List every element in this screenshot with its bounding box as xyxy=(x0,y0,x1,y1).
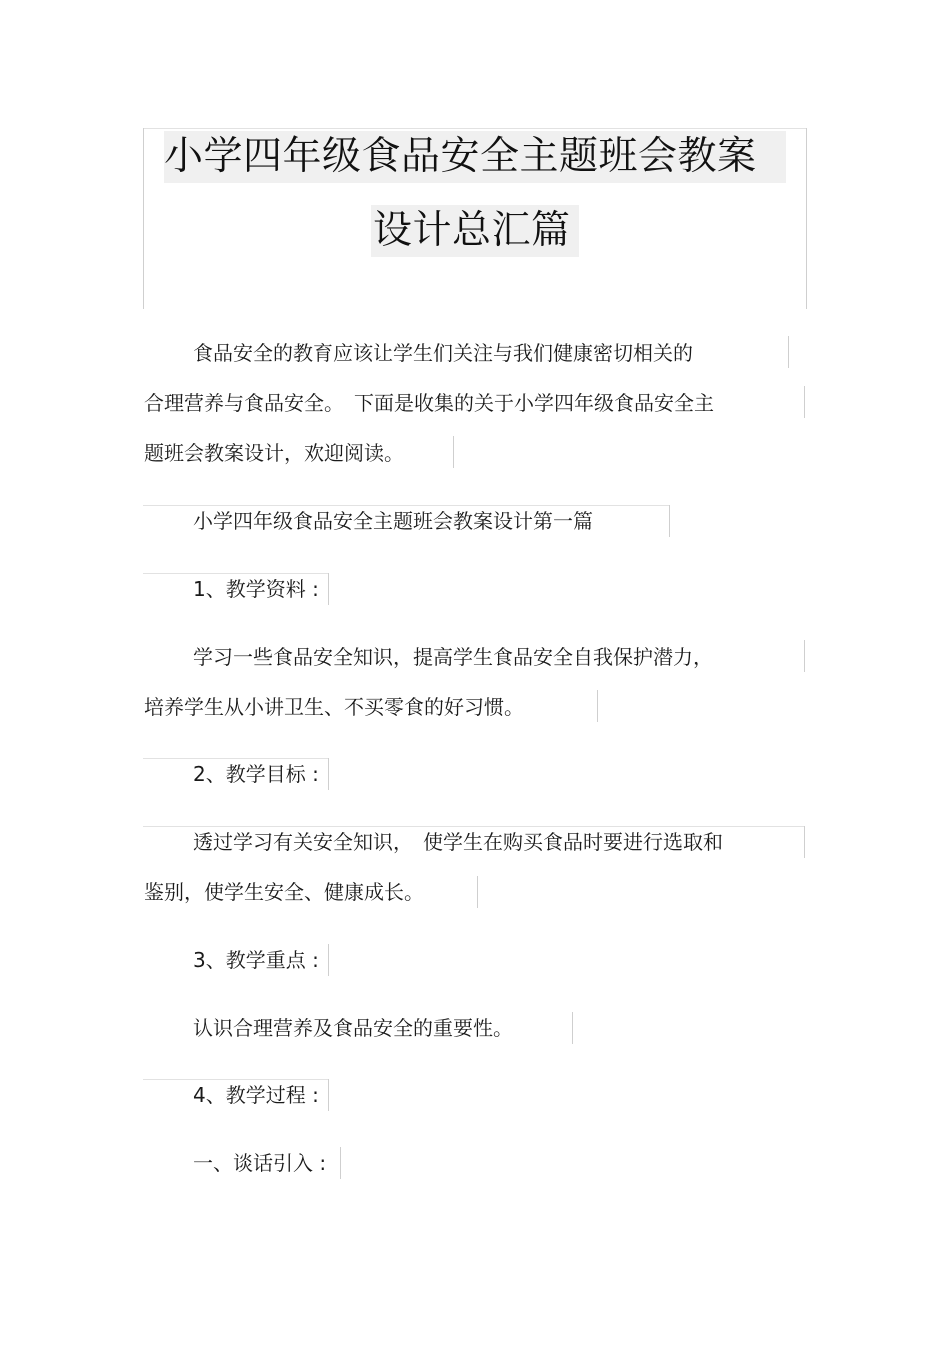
title-frame-right-rule xyxy=(806,128,807,309)
margin-rule xyxy=(669,505,670,537)
heading-top-rule xyxy=(143,1079,329,1080)
heading-teaching-materials: 1、教学资料 : xyxy=(193,577,319,601)
margin-rule xyxy=(328,1079,329,1111)
margin-rule xyxy=(804,826,805,858)
materials-line-1: 学习一些食品安全知识，提高学生食品安全自我保护潜力， xyxy=(193,645,713,669)
heading-conversation-intro: 一、谈话引入 : xyxy=(193,1151,327,1175)
margin-rule xyxy=(453,436,454,468)
document-title-line-2: 设计总汇篇 xyxy=(371,205,579,257)
section-title-top-rule xyxy=(143,505,670,506)
title-frame-left-rule xyxy=(143,128,144,309)
margin-rule xyxy=(597,690,598,722)
margin-rule xyxy=(328,758,329,790)
intro-line-3: 题班会教案设计，欢迎阅读。 xyxy=(144,441,404,465)
heading-teaching-process: 4、教学过程 : xyxy=(193,1083,319,1107)
paragraph-top-rule xyxy=(143,826,805,827)
intro-line-2: 合理营养与食品安全。 下面是收集的关于小学四年级食品安全主 xyxy=(144,391,714,415)
title-frame-top-rule xyxy=(143,128,807,129)
margin-rule xyxy=(477,876,478,908)
margin-rule xyxy=(804,386,805,418)
materials-line-2: 培养学生从小讲卫生、不买零食的好习惯。 xyxy=(144,695,524,719)
margin-rule xyxy=(572,1012,573,1044)
goals-line-2: 鉴别，使学生安全、健康成长。 xyxy=(144,880,424,904)
heading-teaching-goals: 2、教学目标 : xyxy=(193,762,319,786)
heading-teaching-focus: 3、教学重点 : xyxy=(193,948,319,972)
goals-line-1: 透过学习有关安全知识， 使学生在购买食品时要进行选取和 xyxy=(193,830,723,854)
heading-top-rule xyxy=(143,758,329,759)
margin-rule xyxy=(788,336,789,368)
margin-rule xyxy=(804,640,805,672)
focus-line-1: 认识合理营养及食品安全的重要性。 xyxy=(193,1016,513,1040)
margin-rule xyxy=(340,1147,341,1179)
document-title-line-1: 小学四年级食品安全主题班会教案 xyxy=(164,131,786,183)
heading-top-rule xyxy=(143,573,329,574)
margin-rule xyxy=(328,944,329,976)
margin-rule xyxy=(328,573,329,605)
intro-line-1: 食品安全的教育应该让学生们关注与我们健康密切相关的 xyxy=(193,341,693,365)
section-title: 小学四年级食品安全主题班会教案设计第一篇 xyxy=(193,509,593,533)
